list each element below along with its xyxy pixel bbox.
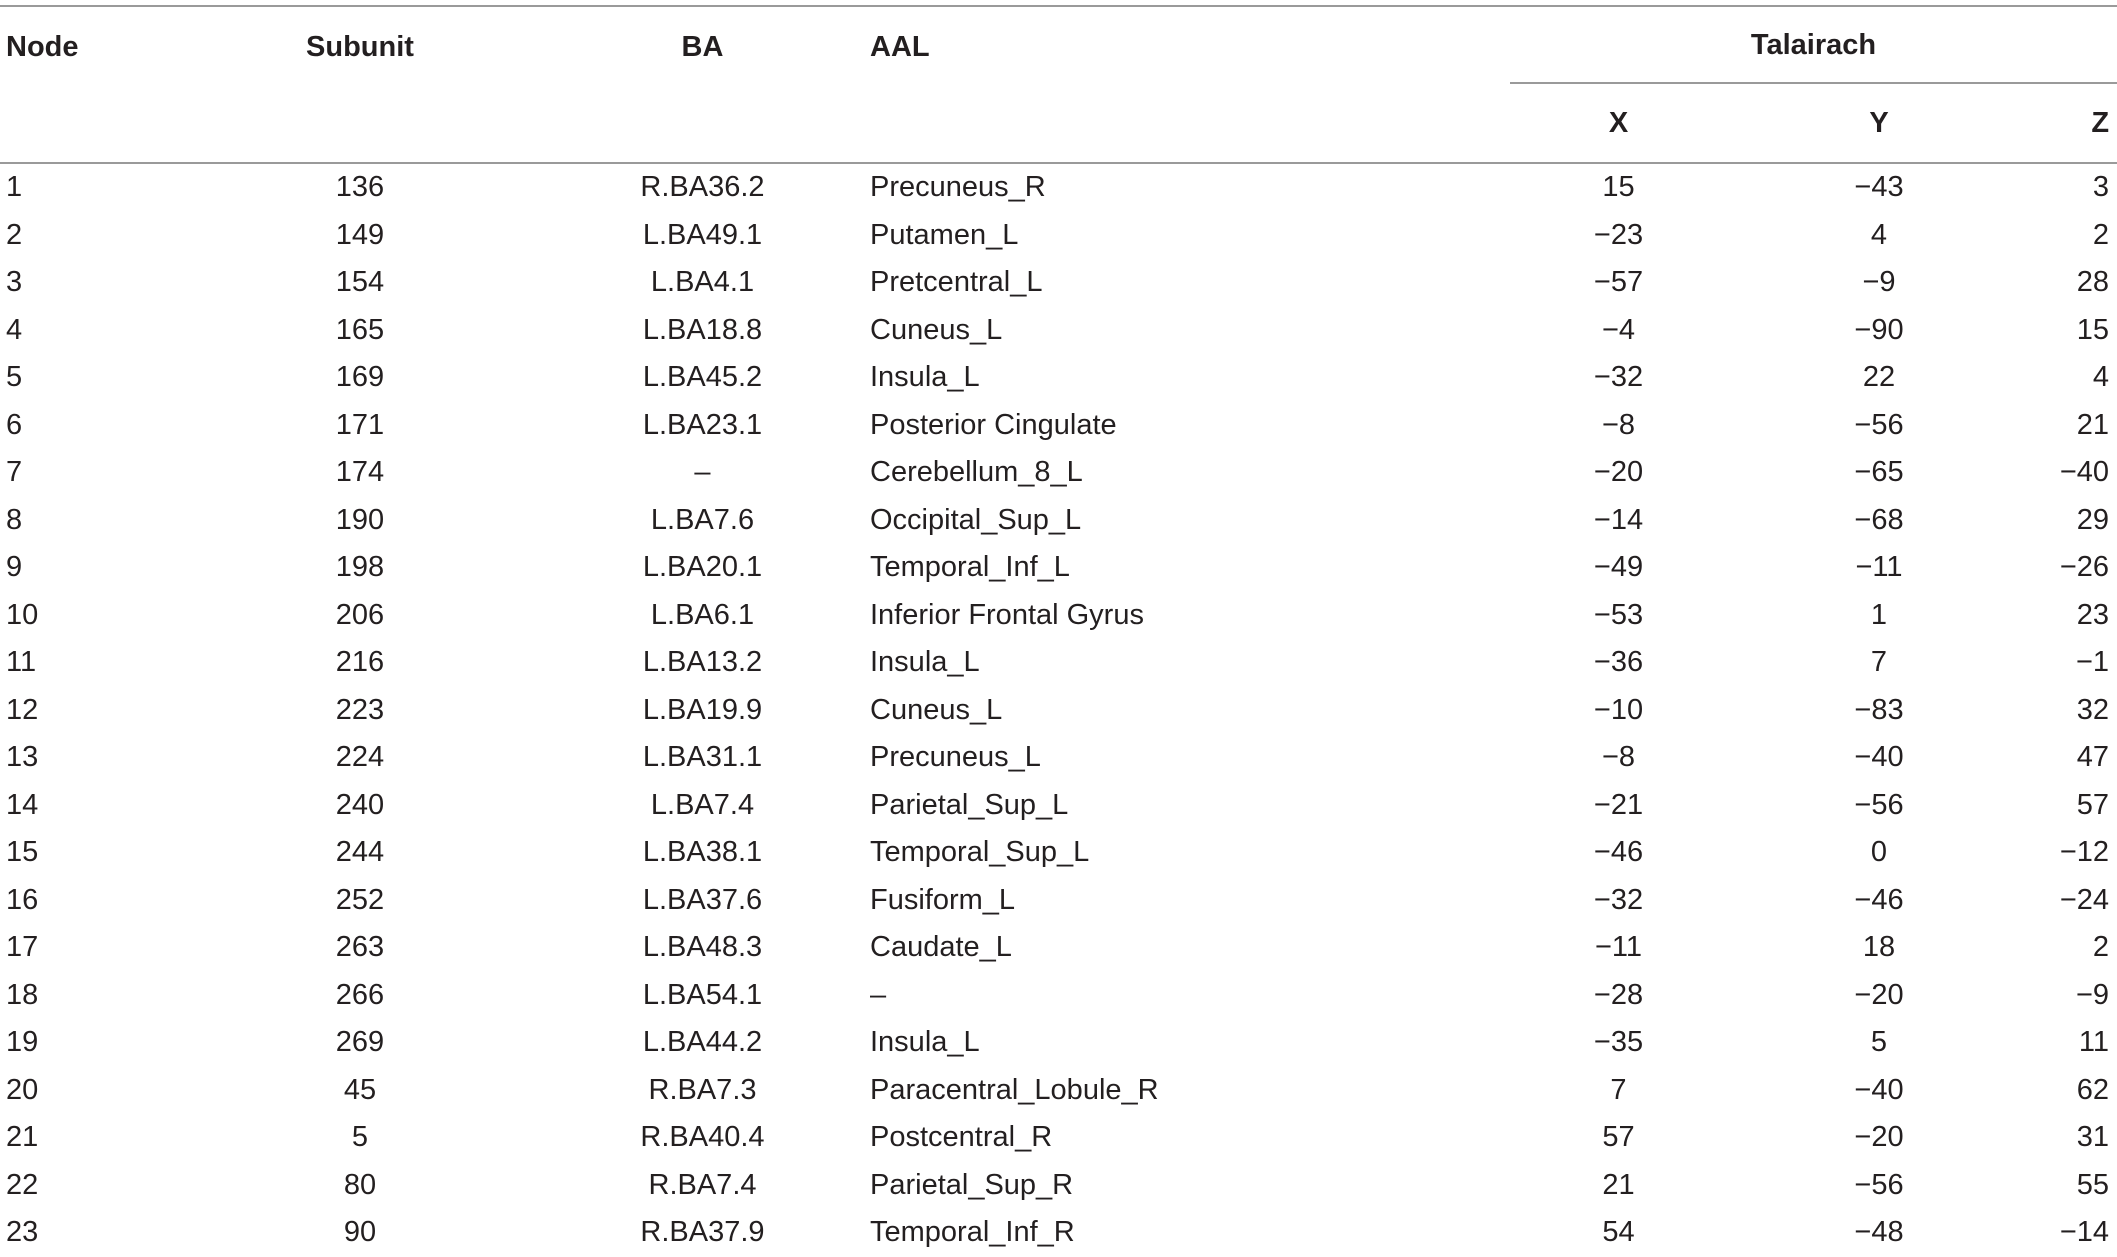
cell-aal: Paracentral_Lobule_R [870,1073,1159,1106]
cell-z: −24 [2059,883,2110,916]
cell-ba: L.BA19.9 [642,693,763,726]
cell-ba: R.BA36.2 [640,171,765,204]
cell-z: 28 [2076,266,2110,299]
cell-subunit: 149 [335,218,385,251]
cell-aal: Pretcentral_L [870,266,1043,299]
cell-node: 19 [6,1026,39,1059]
cell-y: −40 [1854,1073,1904,1106]
cell-node: 17 [6,931,39,964]
table-row [0,972,2117,1020]
table-row [0,163,2117,212]
header-y: Y [1727,84,2031,163]
cell-y: −43 [1854,171,1904,204]
cell-aal: Precuneus_R [870,171,1046,204]
cell-x: 7 [1610,1073,1627,1106]
cell-z: 23 [2076,598,2110,631]
cell-y: −9 [1862,266,1896,299]
cell-x: 15 [1602,171,1635,204]
table-row [0,1067,2117,1115]
cell-y: −20 [1854,1121,1904,1154]
cell-z: −26 [2059,551,2110,584]
table-row [0,402,2117,450]
cell-ba: R.BA7.4 [648,1168,757,1201]
cell-node: 16 [6,883,39,916]
cell-aal: Postcentral_R [870,1121,1053,1154]
header-aal: AAL [870,6,1475,163]
cell-subunit: 198 [335,551,385,584]
cell-aal: Occipital_Sup_L [870,503,1082,536]
cell-x: −57 [1593,266,1644,299]
cell-aal: Fusiform_L [870,883,1016,916]
cell-aal: Insula_L [870,1026,980,1059]
table-row [0,924,2117,972]
table-row [0,1019,2117,1067]
cell-subunit: 171 [335,408,385,441]
cell-ba: L.BA20.1 [642,551,763,584]
cell-aal: Parietal_Sup_L [870,788,1069,821]
cell-ba: R.BA40.4 [640,1121,765,1154]
cell-subunit: 80 [343,1168,377,1201]
cell-x: −10 [1593,693,1644,726]
cell-y: −48 [1854,1216,1904,1249]
cell-node: 5 [6,361,23,394]
cell-aal: Insula_L [870,646,980,679]
cell-subunit: 224 [335,741,385,774]
table-row [0,639,2117,687]
cell-node: 15 [6,836,39,869]
cell-y: −65 [1854,456,1904,489]
cell-z: −1 [2075,646,2110,679]
cell-x: 54 [1602,1216,1635,1249]
cell-z: −40 [2059,456,2110,489]
cell-subunit: 240 [335,788,385,821]
cell-z: 62 [2076,1073,2110,1106]
cell-z: 2 [2092,218,2110,251]
table-row [0,1162,2117,1210]
cell-subunit: 223 [335,693,385,726]
cell-ba: L.BA48.3 [642,931,763,964]
cell-node: 18 [6,978,39,1011]
cell-y: 5 [1870,1026,1888,1059]
cell-subunit: 244 [335,836,385,869]
cell-aal: Temporal_Inf_R [870,1216,1075,1249]
table-row [0,497,2117,545]
cell-ba: L.BA49.1 [642,218,763,251]
cell-y: 22 [1862,361,1896,394]
cell-node: 20 [6,1073,39,1106]
cell-x: −8 [1601,741,1636,774]
cell-y: −40 [1854,741,1904,774]
cell-y: −20 [1854,978,1904,1011]
table-body [0,163,2117,1257]
cell-z: 15 [2076,313,2110,346]
cell-z: 32 [2076,693,2110,726]
cell-node: 10 [6,598,39,631]
cell-ba: L.BA4.1 [650,266,755,299]
talairach-subrule [1510,82,2117,84]
cell-node: 2 [6,218,23,251]
cell-aal: Temporal_Inf_L [870,551,1070,584]
cell-y: −83 [1854,693,1904,726]
cell-node: 21 [6,1121,39,1154]
cell-z: 57 [2076,788,2110,821]
cell-node: 6 [6,408,23,441]
cell-z: −12 [2059,836,2110,869]
cell-ba: L.BA6.1 [650,598,755,631]
cell-x: −36 [1593,646,1644,679]
cell-x: −21 [1593,788,1644,821]
cell-z: 3 [2092,171,2110,204]
cell-x: −49 [1593,551,1644,584]
cell-y: −56 [1854,788,1904,821]
cell-node: 4 [6,313,23,346]
cell-x: −32 [1593,361,1644,394]
cell-x: −14 [1593,503,1644,536]
cell-subunit: 206 [335,598,385,631]
cell-subunit: 90 [343,1216,377,1249]
cell-node: 23 [6,1216,39,1249]
cell-z: 47 [2076,741,2110,774]
header-ba: BA [535,6,870,163]
cell-node: 9 [6,551,23,584]
cell-aal: Cuneus_L [870,693,1003,726]
table-row [0,307,2117,355]
cell-x: 57 [1602,1121,1635,1154]
header-node: Node [0,6,185,163]
cell-subunit: 190 [335,503,385,536]
table-row [0,592,2117,640]
cell-ba: L.BA31.1 [642,741,763,774]
table-row [0,829,2117,877]
cell-subunit: 269 [335,1026,385,1059]
cell-aal: Parietal_Sup_R [870,1168,1074,1201]
cell-node: 7 [6,456,23,489]
table-row [0,259,2117,307]
table-row [0,1209,2117,1257]
cell-subunit: 252 [335,883,385,916]
cell-y: −68 [1854,503,1904,536]
cell-z: 11 [2078,1026,2110,1059]
table-row [0,544,2117,592]
cell-z: 31 [2076,1121,2110,1154]
cell-x: −46 [1593,836,1644,869]
cell-ba: L.BA18.8 [642,313,763,346]
table-row [0,354,2117,402]
cell-aal: Precuneus_L [870,741,1041,774]
cell-x: −53 [1593,598,1644,631]
cell-aal: Insula_L [870,361,980,394]
cell-subunit: 136 [335,171,385,204]
cell-node: 8 [6,503,23,536]
cell-ba: L.BA13.2 [642,646,763,679]
table-row [0,782,2117,830]
cell-y: 4 [1870,218,1888,251]
cell-x: −32 [1593,883,1644,916]
cell-aal: – [870,978,887,1011]
header-z: Z [2031,84,2117,163]
cell-aal: Posterior Cingulate [870,408,1117,441]
table-row [0,1114,2117,1162]
cell-ba: L.BA23.1 [642,408,763,441]
cell-ba: L.BA7.6 [650,503,755,536]
cell-node: 3 [6,266,23,299]
cell-y: −90 [1854,313,1904,346]
cell-subunit: 263 [335,931,385,964]
cell-x: 21 [1602,1168,1635,1201]
cell-x: −4 [1601,313,1636,346]
cell-subunit: 154 [335,266,385,299]
cell-subunit: 174 [335,456,385,489]
header-talairach [1475,6,2117,84]
cell-subunit: 45 [343,1073,377,1106]
table-row [0,734,2117,782]
table-header [0,6,2117,163]
header-talairach-label: Talairach [1750,29,1877,61]
cell-node: 11 [6,646,37,679]
cell-x: −35 [1593,1026,1644,1059]
cell-ba: L.BA37.6 [642,883,763,916]
cell-x: −8 [1601,408,1636,441]
cell-y: 0 [1870,836,1888,869]
cell-z: 55 [2076,1168,2110,1201]
cell-aal: Caudate_L [870,931,1012,964]
cell-x: −23 [1593,218,1644,251]
cell-z: −14 [2059,1216,2110,1249]
table-row [0,687,2117,735]
cell-y: 18 [1862,931,1896,964]
cell-aal: Inferior Frontal Gyrus [870,598,1144,631]
cell-aal: Temporal_Sup_L [870,836,1090,869]
cell-z: 4 [2092,361,2110,394]
cell-ba: L.BA44.2 [642,1026,763,1059]
table-row [0,212,2117,260]
cell-aal: Cerebellum_8_L [870,456,1083,489]
cell-ba: R.BA37.9 [640,1216,765,1249]
cell-y: −56 [1854,408,1904,441]
cell-subunit: 266 [335,978,385,1011]
cell-y: −56 [1854,1168,1904,1201]
cell-node: 14 [6,788,39,821]
table-row [0,877,2117,925]
cell-subunit: 169 [335,361,385,394]
node-coordinates-table [0,5,2117,1257]
cell-ba: L.BA45.2 [642,361,763,394]
cell-x: −11 [1594,931,1643,964]
cell-subunit: 165 [335,313,385,346]
cell-y: −11 [1855,551,1903,584]
cell-ba: L.BA54.1 [642,978,763,1011]
cell-z: 29 [2076,503,2110,536]
cell-subunit: 216 [335,646,385,679]
header-subunit: Subunit [185,6,535,163]
cell-z: 2 [2092,931,2110,964]
cell-y: 1 [1870,598,1888,631]
header-x: X [1475,84,1727,163]
cell-node: 13 [6,741,39,774]
cell-node: 12 [6,693,39,726]
cell-ba: R.BA7.3 [648,1073,757,1106]
table-row [0,449,2117,497]
cell-ba: L.BA38.1 [642,836,763,869]
cell-x: −20 [1593,456,1644,489]
cell-aal: Cuneus_L [870,313,1003,346]
cell-z: −9 [2075,978,2110,1011]
cell-ba: – [694,456,711,489]
cell-x: −28 [1593,978,1644,1011]
cell-aal: Putamen_L [870,218,1019,251]
cell-ba: L.BA7.4 [650,788,755,821]
cell-y: −46 [1854,883,1904,916]
cell-node: 22 [6,1168,39,1201]
cell-z: 21 [2076,408,2110,441]
cell-node: 1 [6,171,23,204]
cell-subunit: 5 [351,1121,369,1154]
cell-y: 7 [1870,646,1888,679]
